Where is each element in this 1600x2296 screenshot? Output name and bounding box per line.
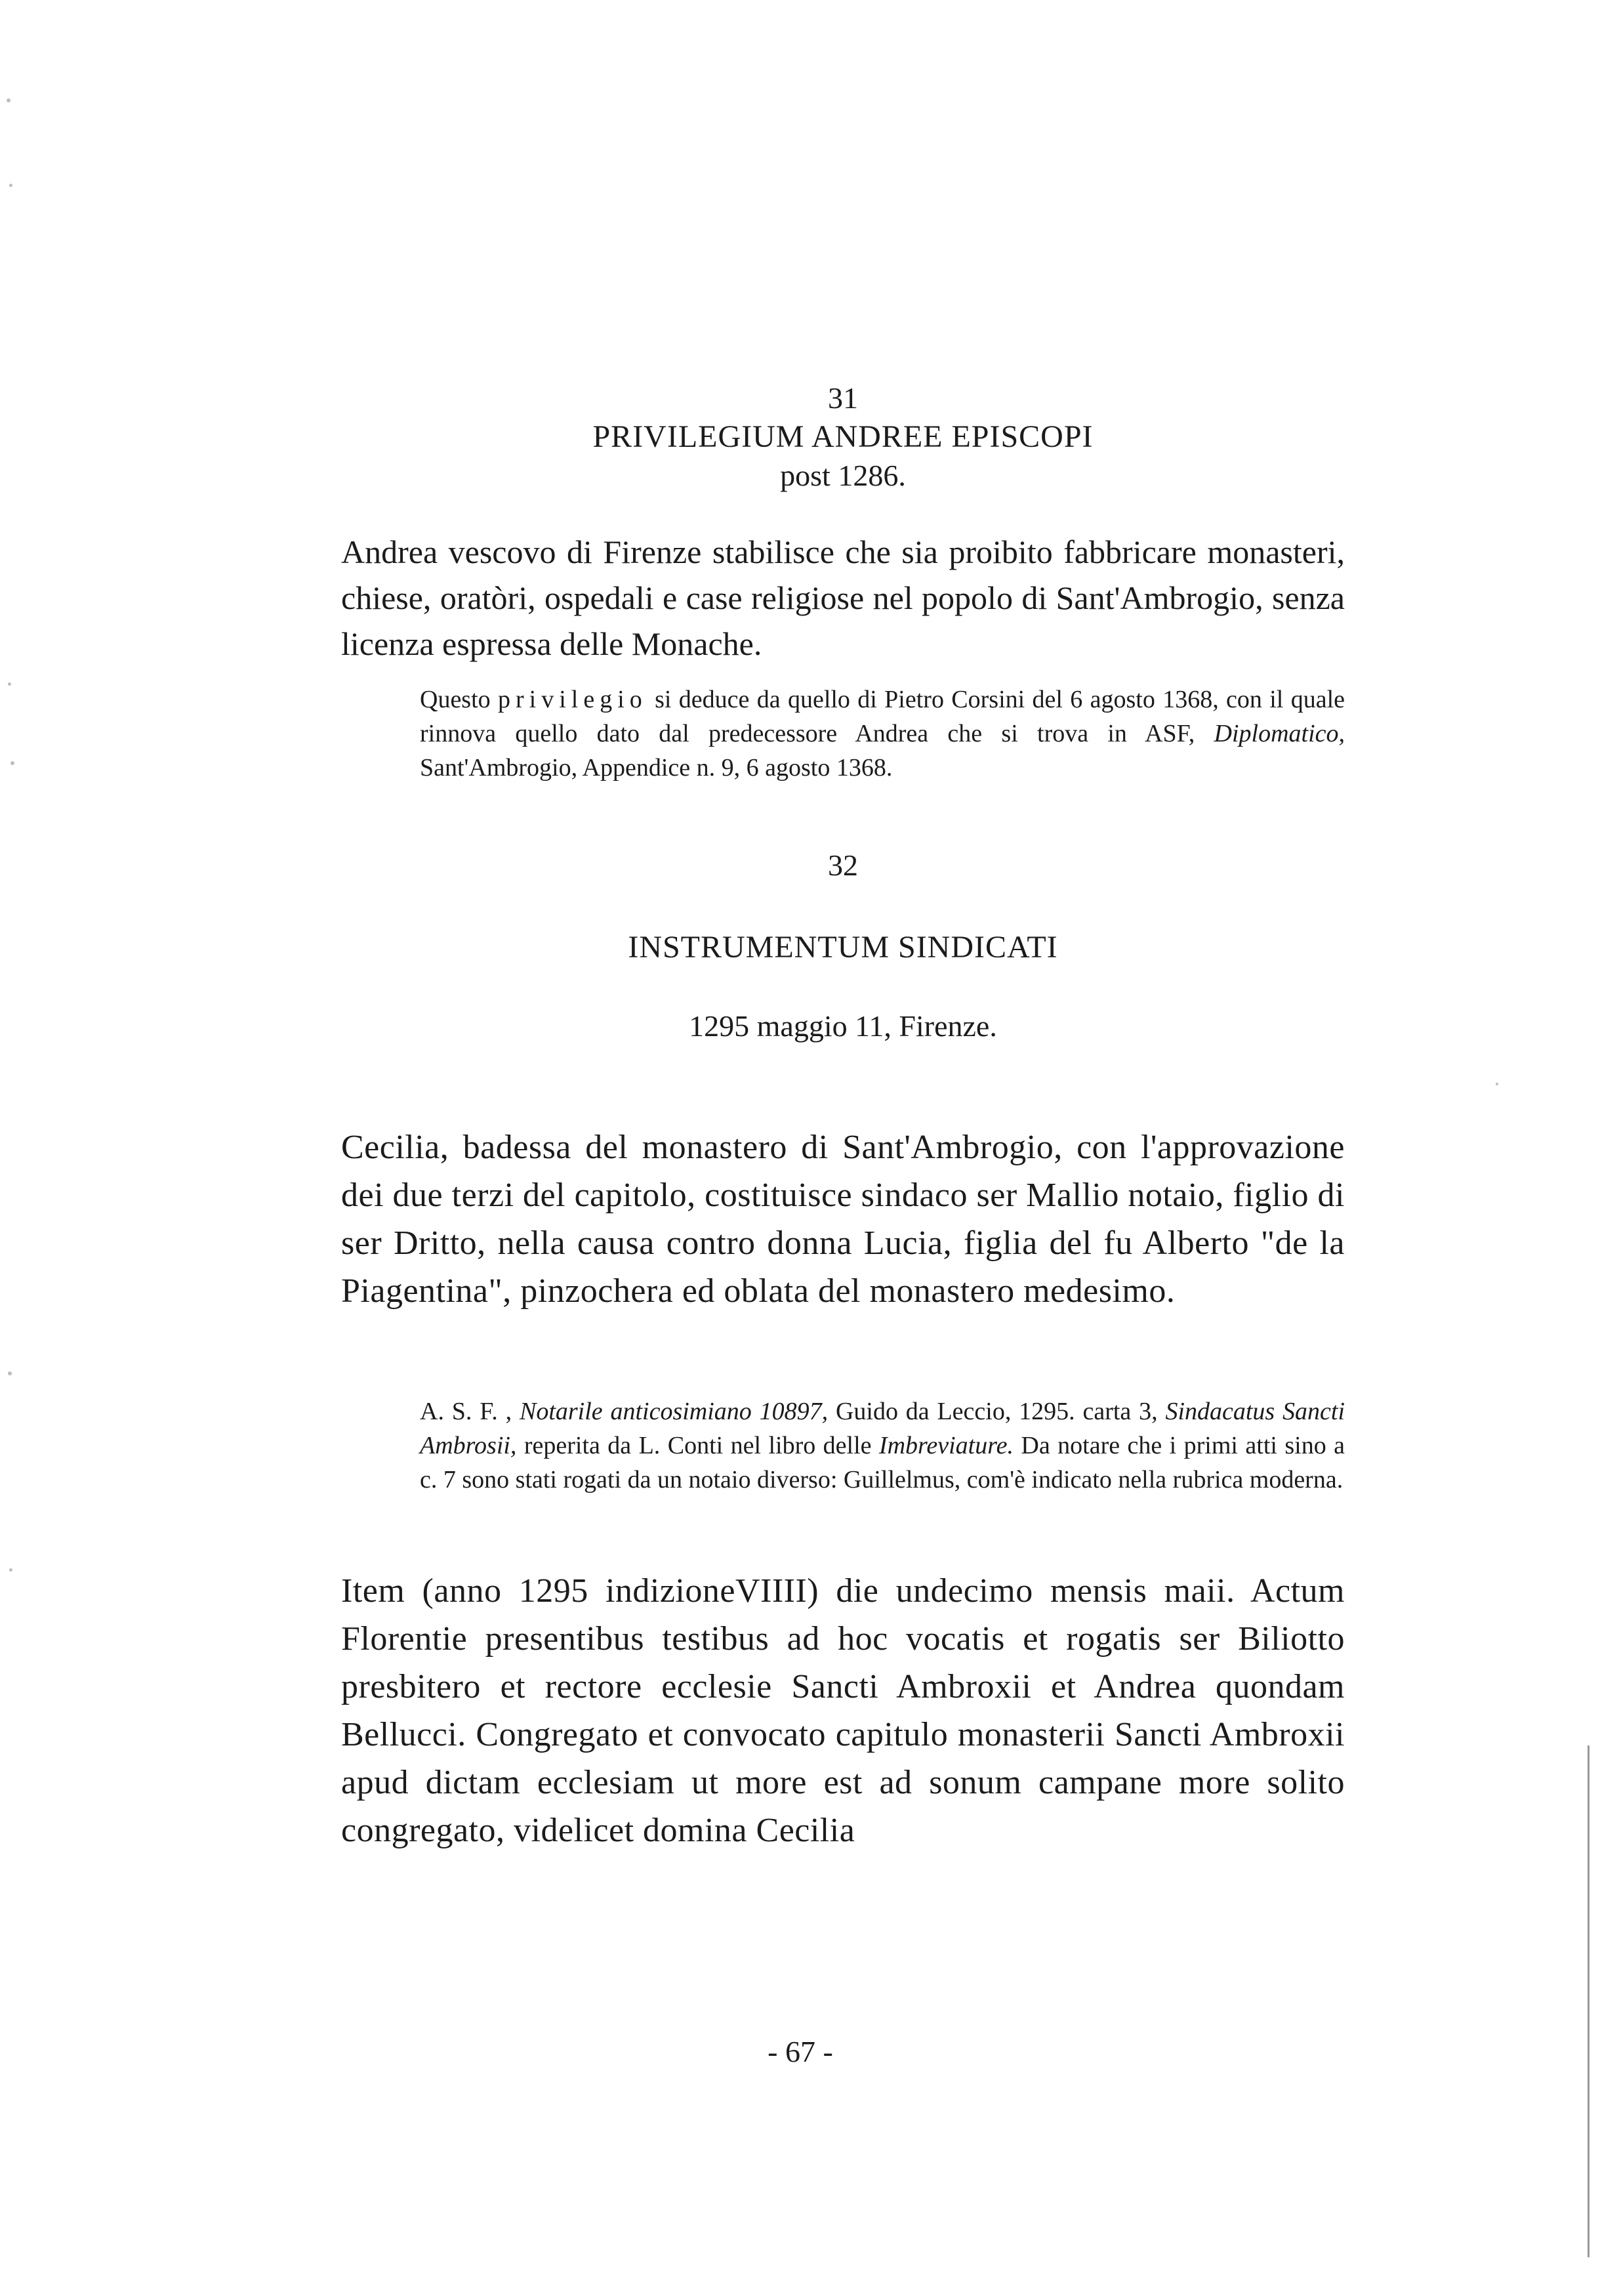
note-32-part2: Guido da Leccio, 1295. carta 3,	[835, 1398, 1158, 1425]
scan-edge-line	[1588, 1745, 1590, 2257]
document-date-31: post 1286.	[780, 459, 906, 492]
note-31-italic1: Diplomatico,	[1214, 720, 1345, 747]
document-text-32: Item (anno 1295 indizioneVIIII) die undecimo mensis maii. Actum Florentie presentibus testibus ad hoc vocatis et rogatis ser Biliotto presbitero et rectore ecclesie Sancti Ambroxii et Andrea quondam Bellucci. Congregato et convocato capitulo monasterii Sancti Ambroxii apud dictam ecclesiam ut more est ad sonum campane more solito congregato, videlicet domina Cecilia	[341, 1572, 1345, 1849]
note-31-part1: Questo	[420, 686, 491, 713]
document-number-31: 31	[828, 381, 858, 415]
document-note-31	[420, 682, 1345, 785]
page-number: - 67 -	[768, 2035, 833, 2068]
note-31-part2: si deduce da quello di Pietro Corsini del 6 agosto 1368, con il quale rinnova quello dato dal predecessore Andrea che si trova in ASF,	[420, 686, 1345, 747]
note-31-part3: Sant'Ambrogio, Appendice n. 9, 6 agosto 1368.	[420, 754, 893, 782]
scan-speck	[8, 682, 11, 686]
document-summary-31: Andrea vescovo di Firenze stabilisce che sia proibito fabbricare monasteri, chiese, oratòri, ospedali e case religiose nel popolo di Sant'Ambrogio, senza licenza espressa delle Monache.	[341, 533, 1345, 662]
note-32-part1: A. S. F. ,	[420, 1398, 512, 1425]
document-number-32: 32	[828, 848, 858, 882]
document-title-31: PRIVILEGIUM ANDREE EPISCOPI	[592, 419, 1094, 454]
document-title-32: INSTRUMENTUM SINDICATI	[628, 930, 1058, 965]
note-32-italic3: Imbreviature.	[878, 1432, 1014, 1459]
document-note-32	[420, 1394, 1345, 1497]
document-date-32: 1295 maggio 11, Firenze.	[689, 1009, 997, 1043]
note-32-part3: reperita da L. Conti nel libro delle	[523, 1432, 872, 1459]
scan-speck	[9, 184, 12, 187]
note-31-spaced-word: privilegio	[498, 686, 647, 713]
scan-speck	[1496, 1083, 1498, 1085]
note-32-italic1: Notarile anticosimiano 10897,	[519, 1398, 829, 1425]
document-summary-32: Cecilia, badessa del monastero di Sant'Ambrogio, con l'approvazione dei due terzi del capitolo, costituisce sindaco ser Mallio notaio, figlio di ser Dritto, nella causa contro donna Lucia, figlia del fu Alberto "de la Piagentina", pinzochera ed oblata del monastero medesimo.	[341, 1129, 1345, 1310]
scan-speck	[9, 1568, 12, 1572]
scan-speck	[10, 761, 14, 765]
scan-speck	[8, 1371, 12, 1375]
note-32-part4: Da notare che i primi atti sino a c. 7 sono stati rogati da un notaio diverso: Guillelmus, com'è indicato nella rubrica moderna.	[420, 1432, 1345, 1493]
scan-speck	[7, 98, 10, 102]
note-32-italic2: Sindacatus Sancti Ambrosii,	[420, 1398, 1345, 1459]
